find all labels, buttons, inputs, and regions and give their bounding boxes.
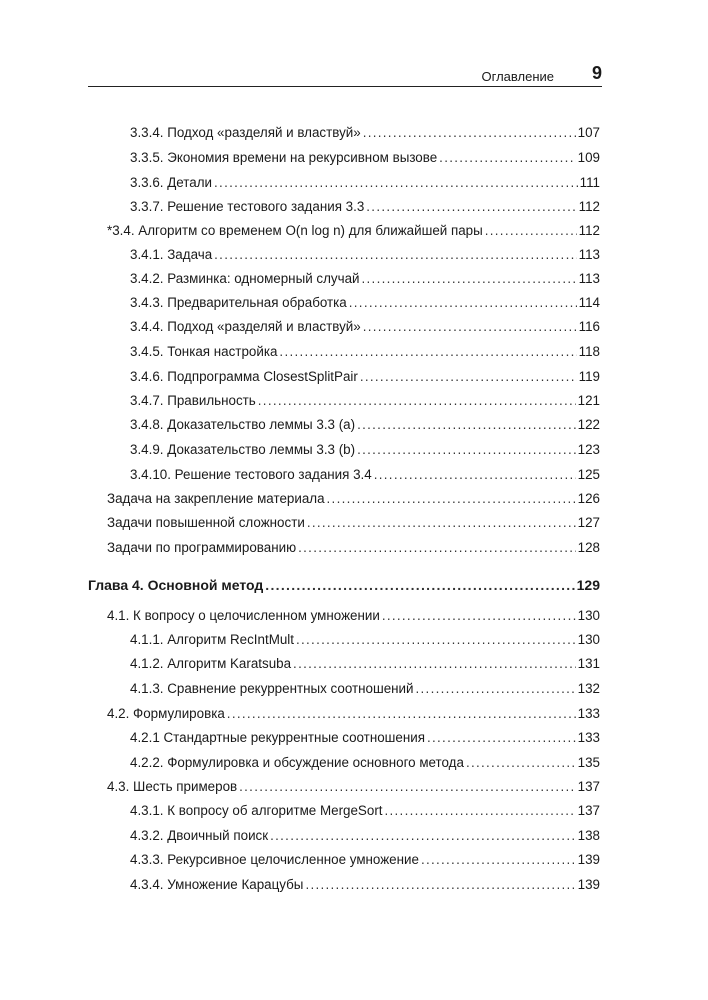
toc-entry[interactable] [130,631,600,649]
toc-entry[interactable] [130,680,600,698]
toc-entry[interactable] [130,466,600,484]
toc-entry[interactable] [107,222,600,240]
toc-entry[interactable] [130,876,600,894]
dot-leader [385,802,576,820]
dot-leader [363,124,576,142]
dot-leader [357,416,576,434]
toc-entry[interactable] [107,778,600,796]
toc-entry[interactable] [107,539,600,557]
toc-entry-page: 113 [578,271,600,286]
dot-leader [439,149,575,167]
toc-entry-page: 130 [577,608,600,623]
toc-entry-label: *3.4. Алгоритм со временем O(n log n) для ближайшей пары [107,223,483,238]
toc-entry-page: 114 [578,295,600,310]
toc-entry[interactable] [130,343,600,361]
dot-leader [366,198,576,216]
toc-entry[interactable] [107,514,600,532]
toc-entry-page: 132 [577,681,600,696]
toc-entry-page: 116 [578,319,600,334]
toc-entry-page: 128 [577,540,600,555]
dot-leader [363,318,577,336]
toc-entry-label: 4.2.2. Формулировка и обсуждение основного метода [130,755,464,770]
toc-entry-page: 131 [577,656,600,671]
toc-entry[interactable] [130,149,600,167]
toc-entry-label: 4.3.3. Рекурсивное целочисленное умножение [130,852,419,867]
toc-entry[interactable] [130,441,600,459]
toc-entry-page: 133 [577,706,600,721]
toc-entry-page: 139 [577,852,600,867]
toc-entry[interactable] [107,490,600,508]
toc-entry-label: 3.4.9. Доказательство леммы 3.3 (b) [130,442,356,457]
toc-entry-label: 3.3.5. Экономия времени на рекурсивном вызове [130,150,438,165]
dot-leader [270,827,576,845]
toc-entry-label: 3.4.1. Задача [130,247,213,262]
toc-entry[interactable] [130,198,600,216]
dot-leader [427,729,576,747]
toc-entry-page: 109 [577,150,600,165]
toc-entry[interactable] [130,368,600,386]
toc-entry-label: Задачи по программированию [107,540,297,555]
dot-leader [298,539,576,557]
dot-leader [466,754,576,772]
toc-entry-label: 4.1.2. Алгоритм Karatsuba [130,656,292,671]
toc-entry-page: 112 [578,223,600,238]
toc-entry-label: 4.3. Шесть примеров [107,779,238,794]
toc-entry[interactable] [130,294,600,312]
toc-entry-page: 139 [577,877,600,892]
toc-entry-page: 130 [577,632,600,647]
toc-entry[interactable] [130,246,600,264]
dot-leader [357,441,576,459]
toc-entry[interactable] [130,802,600,820]
dot-leader [258,392,576,410]
toc-entry[interactable] [130,174,600,192]
dot-leader [305,876,575,894]
toc-entry-page: 125 [577,467,600,482]
dot-leader [265,576,574,594]
toc-entry-page: 111 [579,175,600,190]
toc-entry-page: 118 [578,344,600,359]
toc-entry-label: 3.3.6. Детали [130,175,213,190]
dot-leader [214,246,576,264]
dot-leader [227,705,576,723]
toc-entry-page: 119 [578,369,600,384]
toc-chapter-entry[interactable] [88,576,600,594]
toc-entry[interactable] [130,655,600,673]
dot-leader [296,631,576,649]
toc-entry-label: 4.2.1 Стандартные рекуррентные соотношения [130,730,425,745]
dot-leader [327,490,576,508]
toc-entry-page: 127 [577,515,600,530]
toc-entry[interactable] [130,729,600,747]
toc-entry[interactable] [130,416,600,434]
toc-entry-label: 3.4.6. Подпрограмма ClosestSplitPair [130,369,358,384]
toc-entry-page: 112 [578,199,600,214]
toc-entry-label: 3.3.4. Подход «разделяй и властвуй» [130,125,361,140]
toc-entry[interactable] [130,270,600,288]
toc-entry-label: 4.1.1. Алгоритм RecIntMult [130,632,294,647]
toc-entry-page: 113 [578,247,600,262]
toc-entry[interactable] [130,124,600,142]
toc-entry-label: 3.4.7. Правильность [130,393,256,408]
toc-entry[interactable] [130,827,600,845]
toc-entry-label: 4.3.1. К вопросу об алгоритме MergeSort [130,803,383,818]
toc-entry-label: 4.2. Формулировка [107,706,225,721]
toc-entry[interactable] [130,754,600,772]
toc-entry-label: 3.4.5. Тонкая настройка [130,344,278,359]
toc-entry-page: 135 [577,755,600,770]
toc-entry-page: 107 [577,125,600,140]
toc-entry[interactable] [130,392,600,410]
dot-leader [307,514,576,532]
toc-entry-label: 3.4.2. Разминка: одномерный случай [130,271,360,286]
toc-entry[interactable] [130,851,600,869]
dot-leader [416,680,576,698]
dot-leader [239,778,576,796]
dot-leader [374,466,576,484]
toc-entry-page: 121 [577,393,600,408]
toc-entry-label: 3.4.3. Предварительная обработка [130,295,347,310]
toc-entry-label: 3.3.7. Решение тестового задания 3.3 [130,199,365,214]
toc-entry-page: 133 [577,730,600,745]
toc-entry-label: 4.1.3. Сравнение рекуррентных соотношений [130,681,414,696]
toc-entry[interactable] [130,318,600,336]
dot-leader [362,270,577,288]
dot-leader [360,368,577,386]
header-page-number: 9 [591,63,602,83]
toc-entry-label: 3.4.10. Решение тестового задания 3.4 [130,467,372,482]
header-title: Оглавление [481,69,554,84]
dot-leader [279,343,576,361]
toc-entry-label: Задача на закрепление материала [107,491,325,506]
toc-entry-label: 3.4.8. Доказательство леммы 3.3 (a) [130,417,356,432]
toc-entry-label: 4.1. К вопросу о целочисленном умножении [107,608,380,623]
toc-entry-page: 123 [577,442,600,457]
dot-leader [382,607,576,625]
toc-entry-page: 126 [577,491,600,506]
toc-entry-label: Задачи повышенной сложности [107,515,305,530]
toc-entry[interactable] [107,607,600,625]
dot-leader [485,222,577,240]
toc-entry-page: 122 [577,417,600,432]
toc-entry[interactable] [107,705,600,723]
dot-leader [214,174,578,192]
toc-entry-label: 4.3.2. Двоичный поиск [130,828,269,843]
toc-entry-label: Глава 4. Основной метод [88,577,264,593]
toc-entry-page: 137 [577,803,600,818]
dot-leader [349,294,577,312]
toc-entry-page: 129 [576,577,600,593]
toc-entry-label: 4.3.4. Умножение Карацубы [130,877,304,892]
dot-leader [421,851,576,869]
dot-leader [293,655,576,673]
toc-entry-page: 137 [577,779,600,794]
toc-entry-label: 3.4.4. Подход «разделяй и властвуй» [130,319,361,334]
toc-entry-page: 138 [577,828,600,843]
